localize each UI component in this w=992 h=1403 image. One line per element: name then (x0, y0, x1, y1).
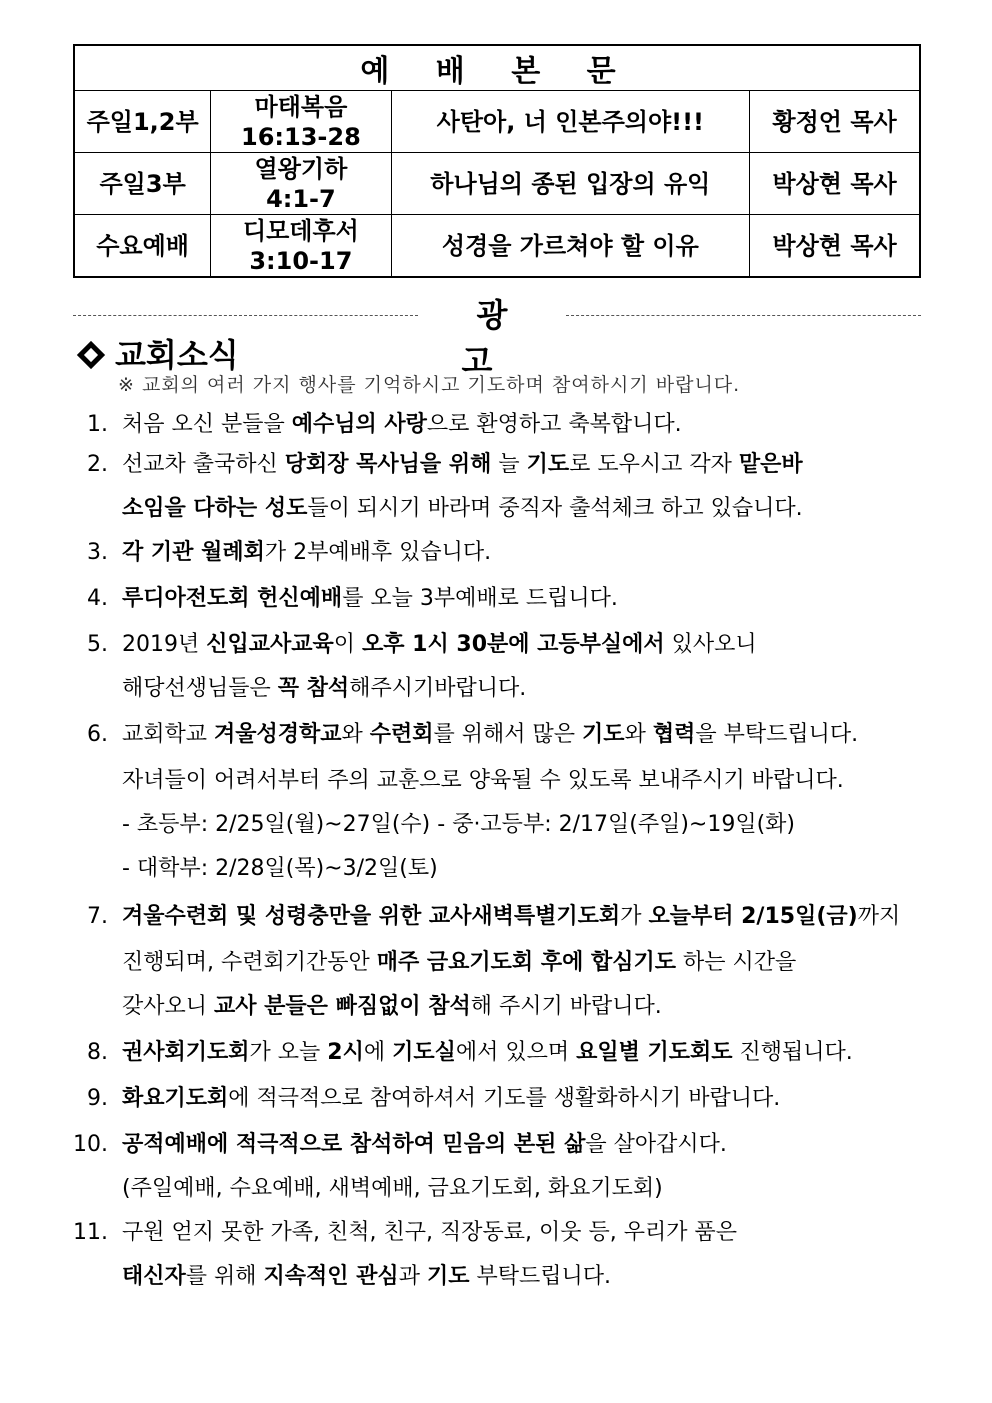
sermon-row (74, 215, 920, 278)
item-number: 4. (87, 586, 108, 611)
item-text: 에서 있으며 (455, 1040, 577, 1065)
emphasis-text: 겨울수련회 및 성령충만을 위한 교사새벽특별기도회 (122, 904, 621, 929)
emphasis-text: 2시 (327, 1040, 364, 1065)
item-line (122, 538, 491, 568)
item-continuation (122, 948, 796, 978)
emphasis-text: 당회장 목사님을 위해 (284, 452, 492, 477)
emphasis-text: 기도 (426, 1264, 470, 1289)
item-line (122, 410, 682, 440)
item-line (122, 1038, 853, 1068)
emphasis-text: 요일별 기도회도 (576, 1040, 733, 1065)
item-line (122, 630, 757, 660)
item-text: 구원 얻지 못한 가족, 친척, 친구, 직장동료, 이웃 등, 우리가 품은 (122, 1220, 737, 1245)
item-continuation (122, 1174, 663, 1204)
item-continuation (122, 674, 526, 704)
item-text: 으로 환영하고 축복합니다. (426, 412, 682, 437)
scripture-ref: 16:13-28 (241, 122, 361, 151)
item-text: 과 (398, 1264, 427, 1289)
item-number: 10. (73, 1132, 108, 1157)
item-text: 을 부탁드립니다. (695, 722, 859, 747)
item-number: 2. (87, 452, 108, 477)
preacher-cell: 박상현 목사 (750, 215, 920, 278)
scripture-ref: 4:1-7 (266, 184, 336, 213)
sermon-title-cell: 사탄아, 너 인본주의야!!! (391, 91, 750, 153)
item-continuation (122, 494, 803, 524)
service-cell: 수요예배 (74, 215, 211, 278)
item-text: 에 적극적으로 참여하셔서 기도를 생활화하시기 바랍니다. (228, 1086, 781, 1111)
item-line (122, 720, 858, 750)
emphasis-text: 꼭 참석 (277, 676, 350, 701)
divider-line-left (73, 315, 418, 316)
item-text: 를 위해서 많은 (433, 722, 583, 747)
scripture-cell (211, 91, 391, 153)
sermon-row (74, 91, 920, 153)
item-number: 8. (87, 1040, 108, 1065)
item-text: (주일예배, 수요예배, 새벽예배, 금요기도회, 화요기도회) (122, 1176, 663, 1201)
sermon-table-header: 예 배 본 문 (74, 45, 920, 91)
emphasis-text: 지속적인 관심 (263, 1264, 399, 1289)
item-text: - 초등부: 2/25일(월)~27일(수) - 중·고등부: 2/17일(주일)~19일(화) (122, 812, 796, 837)
section-heading-text: 교회소식 (115, 336, 239, 374)
item-text: - 대학부: 2/28일(목)~3/2일(토) (122, 856, 438, 881)
scripture-cell (211, 215, 391, 278)
emphasis-text: 매주 금요기도회 후에 합심기도 (376, 950, 677, 975)
scripture-ref: 3:10-17 (249, 246, 353, 275)
emphasis-text: 예수님의 사랑 (291, 412, 427, 437)
item-line (122, 584, 618, 614)
item-line (122, 450, 803, 480)
scripture-book: 열왕기하 (254, 154, 348, 183)
emphasis-text: 교사 분들은 빠짐없이 참석 (214, 994, 471, 1019)
item-text: 처음 오신 분들을 (122, 412, 292, 437)
emphasis-text: 권사회기도회 (122, 1040, 250, 1065)
item-text: 자녀들이 어려서부터 주의 교훈으로 양육될 수 있도록 보내주시기 바랍니다. (122, 768, 844, 793)
emphasis-text: 오후 1시 30분에 고등부실에서 (362, 632, 665, 657)
item-text: 교회학교 (122, 722, 215, 747)
sermon-row (74, 153, 920, 215)
item-continuation (122, 992, 662, 1022)
emphasis-text: 소임을 다하는 성도 (122, 496, 308, 521)
emphasis-text: 오늘부터 2/15일(금) (648, 904, 858, 929)
section-note: ※ 교회의 여러 가지 행사를 기억하시고 기도하며 참여하시기 바랍니다. (118, 374, 741, 396)
diamond-bullet-icon (77, 341, 105, 369)
item-text: 있사오니 (664, 632, 757, 657)
scripture-cell (211, 153, 391, 215)
emphasis-text: 화요기도회 (122, 1086, 229, 1111)
item-line (122, 1084, 780, 1114)
preacher-cell: 황정언 목사 (750, 91, 920, 153)
item-text: 가 2부예배후 있습니다. (264, 540, 492, 565)
item-text: 해당선생님들은 (122, 676, 278, 701)
item-number: 1. (87, 412, 108, 437)
sermon-table (73, 44, 921, 278)
item-text: 이 (333, 632, 362, 657)
item-number: 6. (87, 722, 108, 747)
scripture-book: 마태복음 (254, 92, 348, 121)
item-line (122, 902, 900, 932)
scripture-book: 디모데후서 (242, 216, 359, 245)
item-line (122, 1130, 727, 1160)
item-text: 가 오늘 (249, 1040, 328, 1065)
item-number: 7. (87, 904, 108, 929)
item-text: 하는 시간을 (676, 950, 797, 975)
item-text: 들이 되시기 바라며 중직자 출석체크 하고 있습니다. (307, 496, 803, 521)
service-cell: 주일1,2부 (74, 91, 211, 153)
preacher-cell: 박상현 목사 (750, 153, 920, 215)
item-text: 를 오늘 3부예배로 드립니다. (342, 586, 618, 611)
item-continuation (122, 854, 438, 884)
sermon-title-cell: 하나님의 종된 입장의 유익 (391, 153, 750, 215)
emphasis-text: 협력 (652, 722, 696, 747)
emphasis-text: 공적예배에 적극적으로 참석하여 믿음의 본된 삶 (122, 1132, 586, 1157)
item-continuation (122, 766, 844, 796)
divider-line-right (566, 315, 921, 316)
item-text: 와 (341, 722, 370, 747)
announcements-title: 광 고 (461, 296, 538, 380)
item-text: 을 살아갑시다. (585, 1132, 727, 1157)
item-text: 늘 (491, 452, 527, 477)
emphasis-text: 루디아전도회 헌신예배 (122, 586, 343, 611)
item-number: 5. (87, 632, 108, 657)
item-text: 로 도우시고 각자 (569, 452, 739, 477)
item-text: 를 위해 (185, 1264, 264, 1289)
emphasis-text: 겨울성경학교 (214, 722, 342, 747)
item-number: 11. (73, 1220, 108, 1245)
emphasis-text: 각 기관 월례회 (122, 540, 265, 565)
emphasis-text: 신입교사교육 (206, 632, 334, 657)
emphasis-text: 수련회 (369, 722, 434, 747)
item-text: 에 (363, 1040, 393, 1065)
emphasis-text: 태신자 (122, 1264, 186, 1289)
service-cell: 주일3부 (74, 153, 211, 215)
item-text: 와 (624, 722, 653, 747)
item-text: 가 (620, 904, 649, 929)
emphasis-text: 기도 (526, 452, 570, 477)
item-line (122, 1218, 737, 1248)
item-text: 선교차 출국하신 (122, 452, 285, 477)
item-continuation (122, 1262, 611, 1292)
sermon-title-cell: 성경을 가르쳐야 할 이유 (391, 215, 750, 278)
item-text: 해주시기바랍니다. (349, 676, 527, 701)
emphasis-text: 맡은바 (738, 452, 803, 477)
item-text: 까지 (857, 904, 901, 929)
item-continuation (122, 810, 795, 840)
emphasis-text: 기도 (582, 722, 625, 747)
item-text: 2019년 (122, 632, 207, 657)
item-text: 해 주시기 바랍니다. (470, 994, 662, 1019)
item-text: 진행됩니다. (732, 1040, 853, 1065)
item-text: 부탁드립니다. (469, 1264, 611, 1289)
item-text: 갖사오니 (122, 994, 215, 1019)
item-number: 9. (87, 1086, 108, 1111)
item-number: 3. (87, 540, 108, 565)
item-text: 진행되며, 수련회기간동안 (122, 950, 377, 975)
emphasis-text: 기도실 (392, 1040, 456, 1065)
